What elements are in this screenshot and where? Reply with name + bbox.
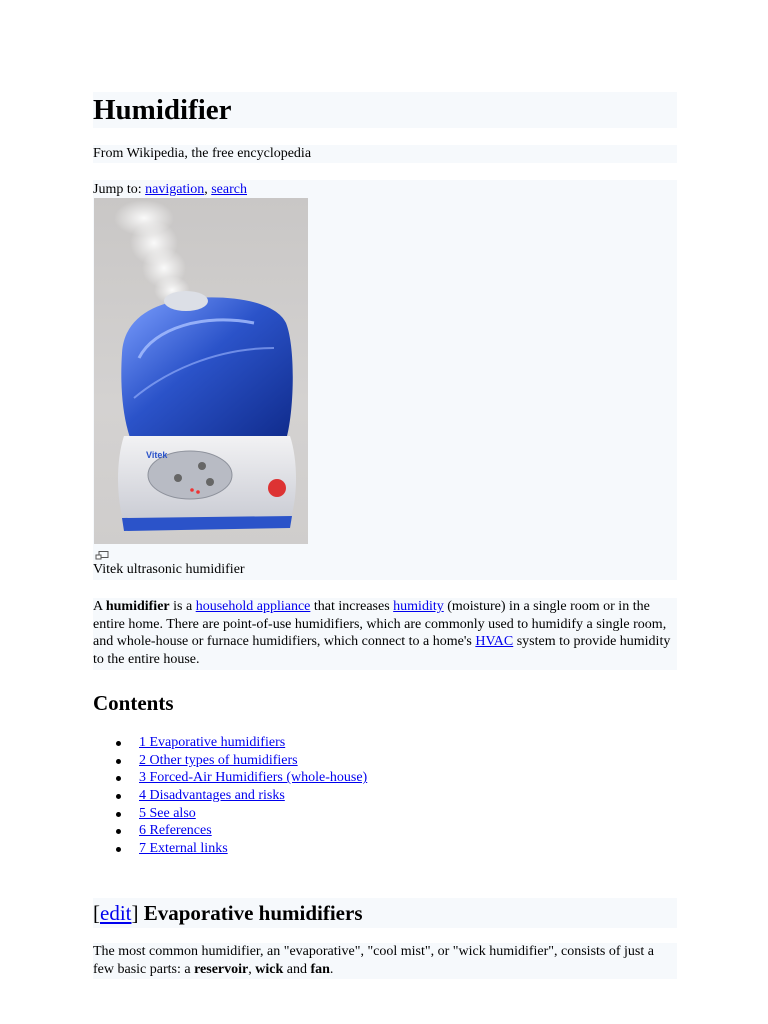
toc-item: [93, 787, 493, 805]
search-link[interactable]: search: [211, 182, 247, 197]
jump-and-image-block: [93, 180, 677, 580]
toc-link-references[interactable]: 6 References: [139, 823, 212, 839]
edit-link[interactable]: edit: [100, 901, 132, 925]
hvac-link[interactable]: HVAC: [475, 634, 514, 650]
tagline: From Wikipedia, the free encyclopedia: [93, 145, 677, 163]
intro-text: system to provide humidity to the entire house.: [93, 634, 671, 667]
term-reservoir: reservoir: [194, 961, 249, 977]
toc-link-other-types[interactable]: 2 Other types of humidifiers: [139, 752, 298, 768]
intro-text: is a: [169, 599, 196, 614]
intro-text: A: [93, 599, 106, 614]
toc-item: [93, 752, 493, 770]
control-knob: [206, 478, 214, 486]
toc-link-see-also[interactable]: 5 See also: [139, 805, 196, 821]
intro-term: humidifier: [105, 599, 170, 614]
toc-item: [93, 734, 493, 752]
jump-to-line: [93, 181, 247, 199]
bullet-icon: [116, 812, 121, 817]
toc-link-disadvantages[interactable]: 4 Disadvantages and risks: [139, 788, 285, 804]
bullet-icon: [116, 829, 121, 834]
contents-heading: Contents: [93, 691, 174, 715]
brand-text: Vitek: [146, 450, 168, 460]
intro-text: that increases: [310, 599, 394, 614]
bullet-icon: [116, 794, 121, 799]
navigation-link[interactable]: navigation: [145, 182, 205, 197]
paragraph-text: The most common humidifier, an "evaporative", "cool mist", or "wick humidifier", consists of just a few basic parts: a: [93, 944, 654, 977]
edit-bracket-open: [: [93, 901, 100, 925]
intro-text: (moisture) in a single room or in the entire home. There are point-of-use humidifiers, which are commonly used to humidify a single room, and whole-house or furnace humidifiers, which connect to a home's: [93, 599, 667, 650]
jump-separator: ,: [204, 182, 212, 197]
page-title: Humidifier: [93, 92, 677, 128]
toc-item: [93, 840, 493, 858]
section-title: Evaporative humidifiers: [138, 901, 363, 925]
toc-link-evaporative[interactable]: 1 Evaporative humidifiers: [139, 735, 286, 750]
term-wick: wick: [255, 961, 284, 977]
image-caption: Vitek ultrasonic humidifier: [93, 562, 245, 577]
toc-item: [93, 769, 493, 787]
bullet-icon: [116, 847, 121, 852]
indicator-light: [196, 490, 200, 494]
toc-item: [93, 805, 493, 823]
paragraph-text: .: [329, 961, 334, 977]
section-heading-evaporative: [93, 898, 677, 928]
edit-bracket-close: ]: [131, 901, 139, 925]
bullet-icon: [116, 776, 121, 781]
paragraph-text: and: [283, 961, 311, 977]
jump-prefix: Jump to:: [93, 182, 146, 197]
household-appliance-link[interactable]: household appliance: [195, 599, 311, 614]
control-knob: [174, 474, 182, 482]
control-knob: [198, 462, 206, 470]
toc-link-forced-air[interactable]: 3 Forced-Air Humidifiers (whole-house): [139, 770, 368, 786]
humidifier-illustration: [94, 198, 308, 544]
paragraph-text: ,: [248, 961, 256, 977]
mist-nozzle: [164, 291, 208, 311]
indicator-light: [190, 488, 194, 492]
humidity-link[interactable]: humidity: [393, 599, 444, 614]
toc-link-external-links[interactable]: 7 External links: [139, 841, 228, 857]
intro-paragraph: [93, 598, 677, 670]
evaporative-paragraph: [93, 943, 677, 979]
term-fan: fan: [310, 961, 330, 977]
base-trim: [122, 516, 292, 531]
bullet-icon: [116, 741, 121, 746]
bullet-icon: [116, 759, 121, 764]
table-of-contents: [93, 734, 493, 858]
toc-item: [93, 822, 493, 840]
magnify-clip-icon[interactable]: [95, 551, 109, 561]
humidifier-photo[interactable]: [94, 198, 308, 544]
badge: [268, 479, 286, 497]
